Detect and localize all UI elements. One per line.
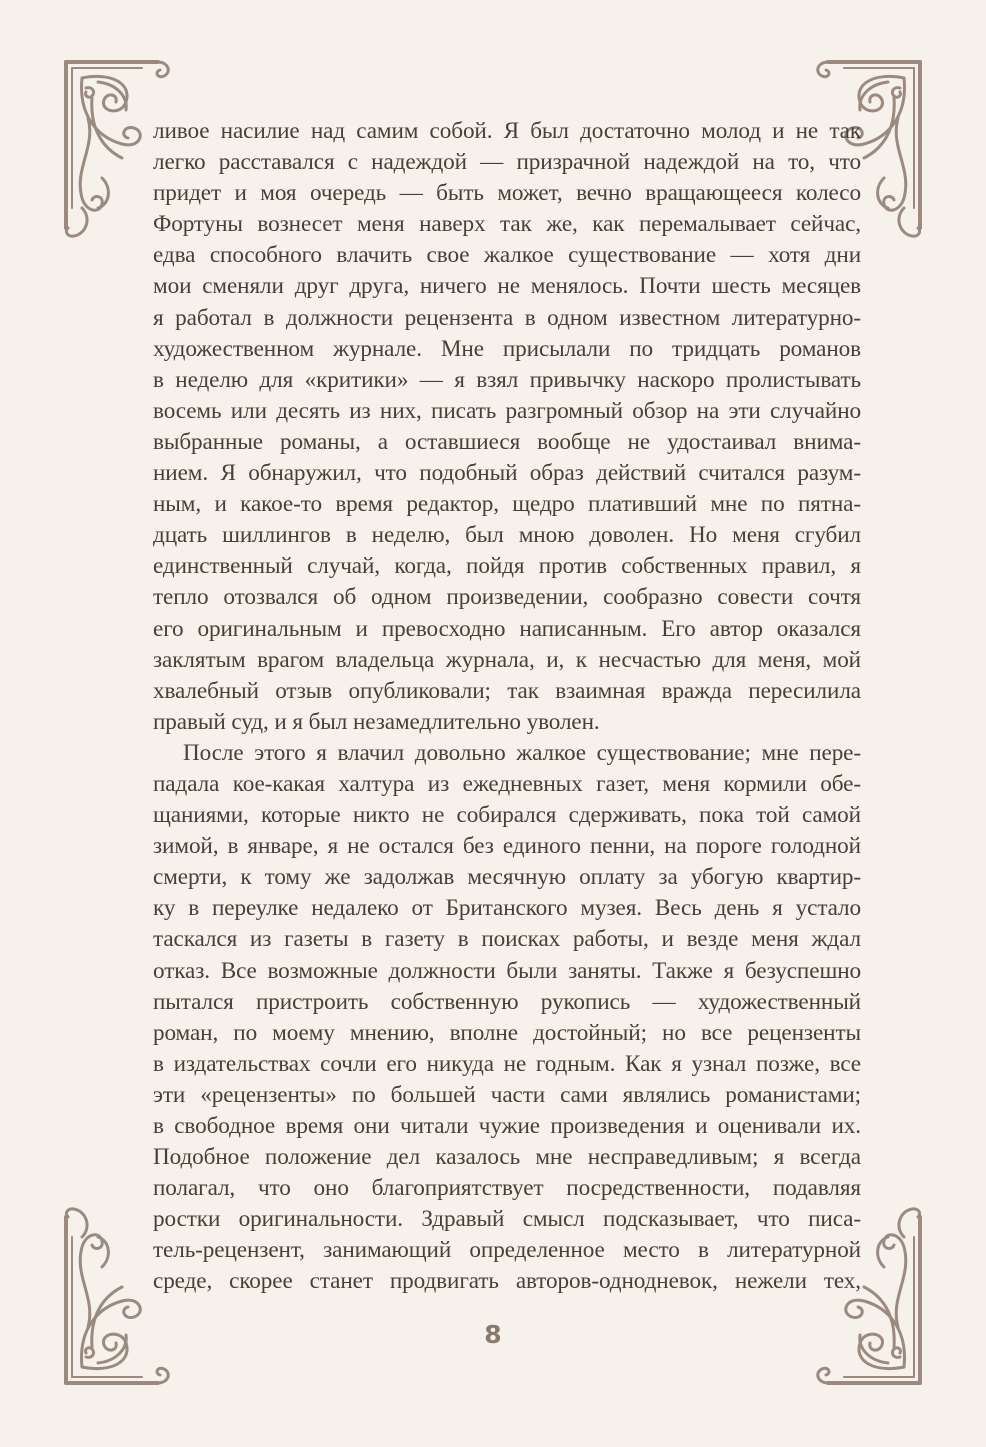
text-line: среде, скорее станет продвигать авторов-однодневок, нежели тех, [153, 1268, 861, 1295]
text-line: я работал в должности рецензента в одном известном литературно- [153, 304, 861, 331]
text-line: в свободное время они читали чужие произведения и оценивали их. [153, 1113, 861, 1139]
paragraph-2 [153, 738, 861, 1298]
text-line: заклятым врагом владельца журнала, и, к несчастью для меня, мой [153, 646, 861, 673]
text-line: легко расставался с надеждой — призрачной надеждой на то, что [153, 149, 861, 176]
text-line: зимой, в январе, я не остался без единого пенни, на пороге голодной [153, 833, 861, 860]
text-line: Подобное положение дел казалось мне несправедливым; я всегда [153, 1144, 861, 1171]
text-line: щаниями, которые никто не собирался сдерживать, пока той самой [153, 802, 861, 829]
text-line: в издательствах сочли его никуда не годным. Как я узнал позже, все [153, 1050, 861, 1077]
page-number: 8 [484, 1320, 502, 1349]
text-line: мои сменяли друг друга, ничего не менялось. Почти шесть месяцев [153, 273, 861, 300]
text-line: роман, по моему мнению, вполне достойный; но все рецензенты [153, 1019, 861, 1046]
text-line: ливое насилие над самим собой. Я был достаточно молод и не так [153, 118, 861, 144]
text-line: ным, и какое-то время редактор, щедро плативший мне по пятна- [153, 491, 861, 518]
text-line: ростки оригинальности. Здравый смысл подсказывает, что писа- [153, 1206, 861, 1233]
text-line: нием. Я обнаружил, что подобный образ действий считался разум- [153, 460, 861, 487]
text-line: пытался пристроить собственную рукопись — художественный [153, 988, 861, 1015]
text-line: эти «рецензенты» по большей части сами являлись романистами; [153, 1081, 861, 1108]
text-line: падала кое-какая халтура из ежедневных газет, меня кормили обе- [153, 770, 861, 797]
text-line: смерти, к тому же задолжав месячную оплату за убогую квартир- [153, 864, 861, 891]
text-line: тель-рецензент, занимающий определенное место в литературной [153, 1237, 861, 1264]
text-line: полагал, что оно благоприятствует посредственности, подавляя [153, 1175, 861, 1202]
paragraph-1 [153, 116, 861, 738]
body-text [153, 116, 861, 1298]
text-line: дцать шиллингов в неделю, был мною доволен. Но меня сгубил [153, 522, 861, 549]
text-line: его оригинальным и превосходно написанным. Его автор оказался [153, 615, 861, 642]
text-line: правый суд, и я был незамедлительно уволен. [153, 708, 600, 735]
text-line: отказ. Все возможные должности были заняты. Также я безуспешно [153, 957, 861, 984]
text-line: едва способного влачить свое жалкое существование — хотя дни [153, 242, 861, 269]
text-line: выбранные романы, а оставшиеся вообще не удостаивал внима- [153, 428, 861, 455]
text-line: придет и моя очередь — быть может, вечно вращающееся колесо [153, 180, 861, 207]
text-line: восемь или десять из них, писать разгромный обзор на эти случайно [153, 397, 861, 424]
text-line: таскался из газеты в газету в поисках работы, и везде меня ждал [153, 926, 861, 953]
text-line: ку в переулке недалеко от Британского музея. Весь день я устало [153, 895, 861, 922]
text-line: После этого я влачил довольно жалкое существование; мне пере- [183, 739, 861, 766]
text-line: в неделю для «критики» — я взял привычку наскоро пролистывать [153, 366, 861, 393]
text-line: тепло отозвался об одном произведении, сообразно совести сочтя [153, 584, 861, 611]
text-line: единственный случай, когда, пойдя против собственных правил, я [153, 553, 861, 580]
text-line: хвалебный отзыв опубликовали; так взаимная вражда пересилила [153, 677, 861, 704]
text-line: художественном журнале. Мне присылали по тридцать романов [153, 335, 861, 362]
text-line: Фортуны вознесет меня наверх так же, как перемалывает сейчас, [153, 211, 861, 238]
